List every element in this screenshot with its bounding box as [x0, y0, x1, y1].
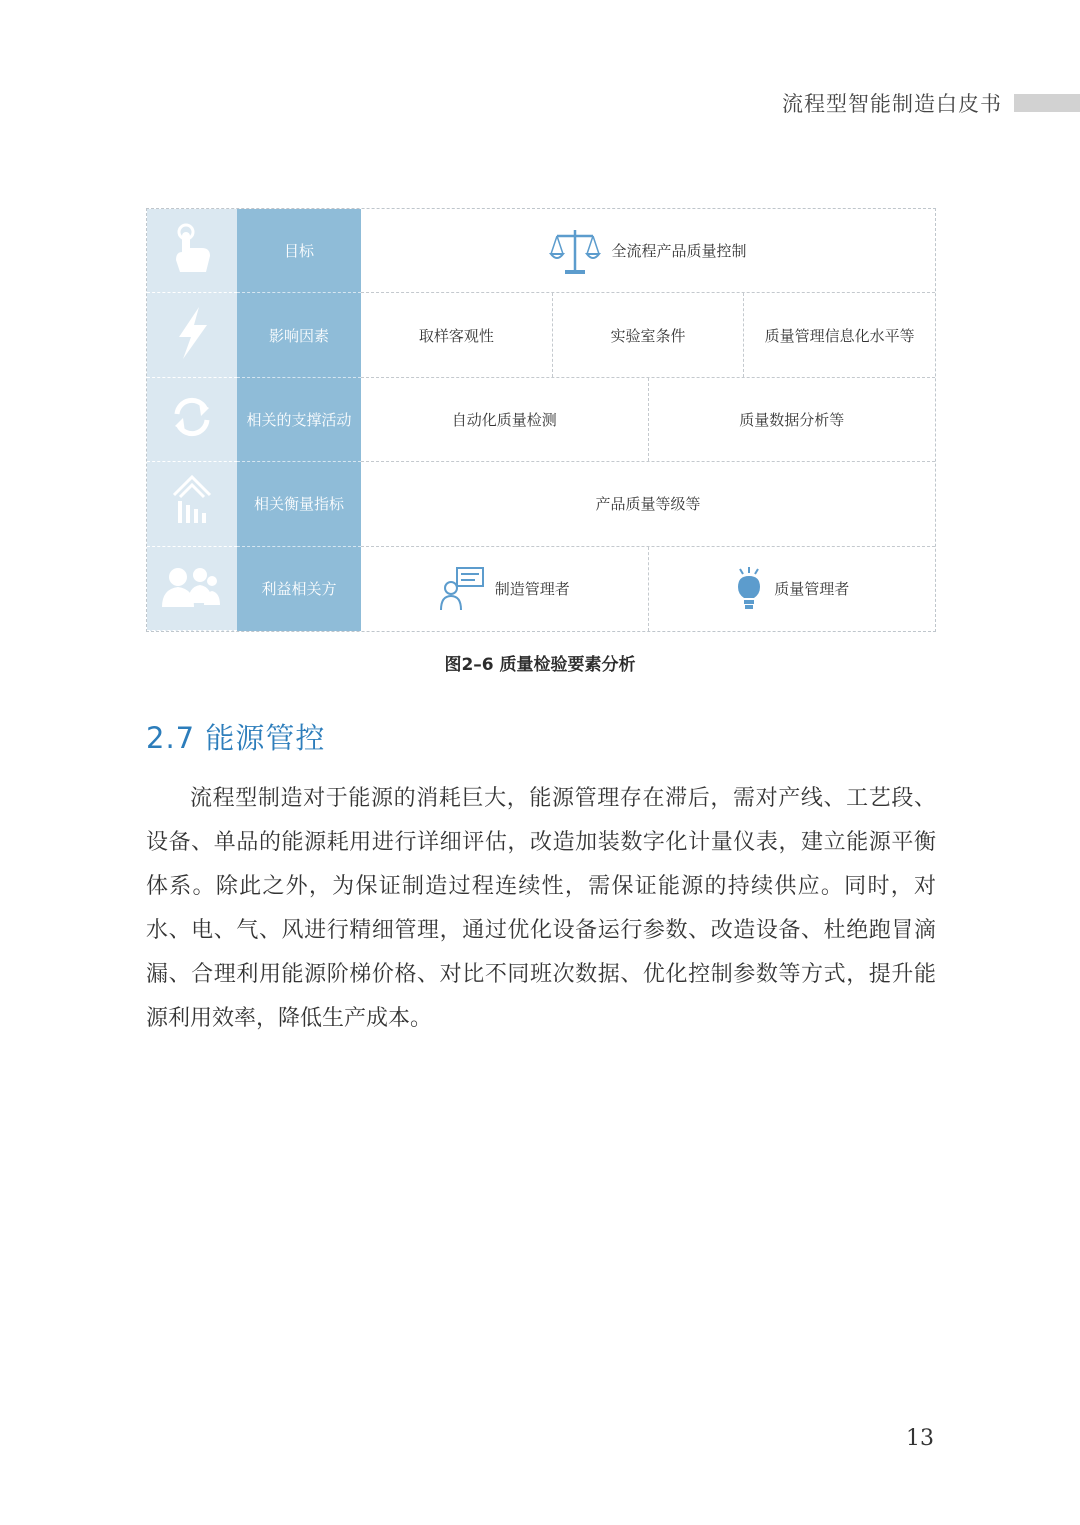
lightning-icon [175, 307, 209, 363]
row-icon-cell [147, 293, 237, 377]
hand-pointer-icon [170, 222, 214, 280]
row-content [361, 547, 935, 631]
content-item: 产品质量等级等 [595, 495, 701, 514]
scales-icon [549, 226, 601, 276]
running-header-bar [1014, 94, 1080, 112]
section-heading: 2.7 能源管控 [146, 721, 326, 755]
row-label: 相关衡量指标 [237, 462, 361, 546]
row-label: 影响因素 [237, 293, 361, 377]
refresh-cycle-icon [169, 394, 215, 444]
quality-inspection-figure [146, 208, 936, 632]
row-label: 相关的支撑活动 [237, 378, 361, 462]
content-item: 实验室条件 [553, 293, 745, 376]
row-content [361, 462, 935, 546]
content-item-text: 质量管理者 [774, 580, 850, 599]
row-content [361, 209, 935, 293]
row-label: 目标 [237, 209, 361, 293]
content-item: 质量管理信息化水平等 [764, 326, 915, 345]
row-content [361, 378, 935, 462]
building-chart-icon [170, 475, 214, 533]
figure-caption: 图2–6 质量检验要素分析 [444, 655, 636, 675]
people-group-icon [160, 563, 224, 613]
row-icon-cell [147, 547, 237, 631]
content-item [361, 547, 649, 631]
content-item: 自动化质量检测 [361, 378, 649, 461]
page-number: 13 [906, 1426, 934, 1451]
row-icon-cell [147, 462, 237, 546]
row-label: 利益相关方 [237, 547, 361, 631]
running-header [782, 86, 1080, 120]
content-item-text: 全流程产品质量控制 [611, 242, 747, 261]
row-icon-cell [147, 209, 237, 293]
content-item [361, 209, 935, 292]
content-item: 取样客观性 [361, 293, 553, 376]
content-item [649, 547, 936, 631]
running-header-title: 流程型智能制造白皮书 [782, 92, 1002, 116]
row-content [361, 293, 935, 377]
row-icon-cell [147, 378, 237, 462]
content-item: 质量数据分析等 [739, 410, 845, 429]
body-paragraph: 流程型制造对于能源的消耗巨大，能源管理存在滞后，需对产线、工艺段、设备、单品的能源耗用进行详细评估，改造加装数字化计量仪表，建立能源平衡体系。除此之外，为保证制造过程连续性，需保证能源的持续供应。同时，对水、电、气、风进行精细管理，通过优化设备运行参数、改造设备、杜绝跑冒滴漏、合理利用能源阶梯价格、对比不同班次数据、优化控制参数等方式，提升能源利用效率，降低生产成本。 [146, 786, 936, 1031]
manager-presentation-icon [439, 566, 485, 612]
content-item-text: 制造管理者 [494, 580, 570, 599]
lightbulb-icon [734, 567, 764, 611]
